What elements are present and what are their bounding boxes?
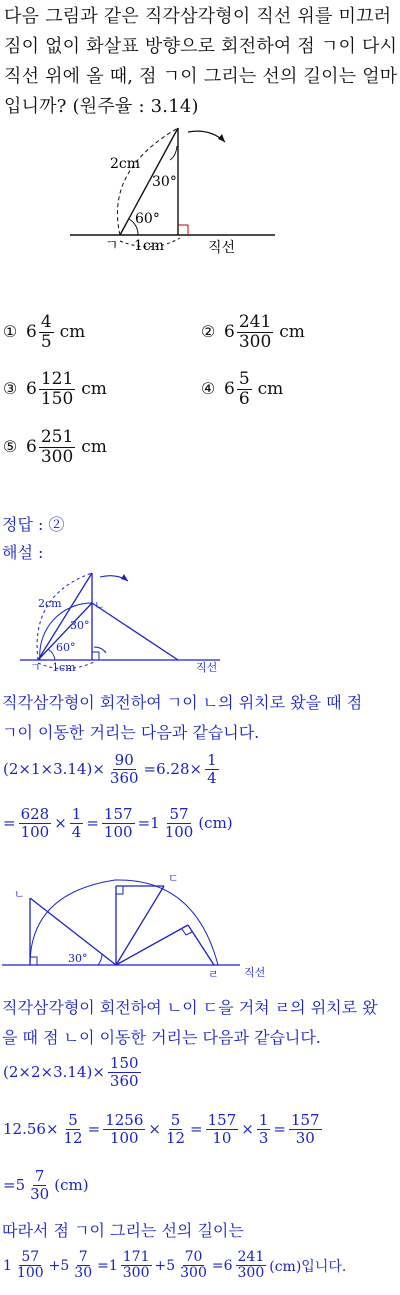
fig1-angle-top: 30° <box>152 174 177 190</box>
fig3-line-label: 직선 <box>244 966 266 979</box>
choice-2-num: ② <box>200 322 216 342</box>
choice-2-frac: $\frac{241}{300}$ <box>238 312 272 352</box>
choice-5[interactable] <box>2 428 107 466</box>
answer-label: 정답 : ② <box>2 515 65 534</box>
choice-1[interactable] <box>2 313 85 351</box>
choice-3[interactable] <box>2 370 107 408</box>
choice-1-unit: cm <box>59 322 86 343</box>
choice-1-num: ① <box>2 322 18 342</box>
fig1-point: ㄱ <box>105 238 119 254</box>
fig3-point-d: ㄹ <box>208 968 219 981</box>
figure-rotation-1 <box>20 565 230 680</box>
equation-2: = $\frac{628}{100}$ × $\frac{1}{4}$ = $\frac{157}{100}$ =1 $\frac{57}{100}$ (cm) <box>3 805 233 841</box>
choice-5-num: ⑤ <box>2 437 18 457</box>
choice-3-num: ③ <box>2 379 18 399</box>
equation-4: 12.56× $\frac{5}{12}$ = $\frac{1256}{100}$ × $\frac{5}{12}$ = $\frac{157}{10}$ × $\frac{1}{3}$ = $\frac{157}{30}$ <box>3 1111 320 1147</box>
equation-6: 1 $\frac{57}{100}$ +5 $\frac{7}{30}$ =1 $\frac{171}{300}$ +5 $\frac{70}{300}$ =6 $\frac{241}{300}$ (cm)입니다. <box>3 1249 347 1282</box>
choice-5-unit: cm <box>81 437 107 458</box>
choice-4-num: ④ <box>200 379 216 399</box>
choice-5-frac: $\frac{251}{300}$ <box>40 427 74 467</box>
question-text: 다음 그림과 같은 직각삼각형이 직선 위를 미끄러짐이 없이 화살표 방향으로 회전하여 점 ㄱ이 다시 직선 위에 올 때, 점 ㄱ이 그리는 선의 길이는 얼마입니까? (원주율 : 3.14) <box>4 6 398 117</box>
fig3-angle: 30° <box>68 952 88 965</box>
fig1-base: 1cm <box>134 238 165 254</box>
choice-2[interactable] <box>200 313 305 351</box>
equation-5: =5 $\frac{7}{30}$ (cm) <box>3 1167 89 1203</box>
fig1-line-label: 직선 <box>208 240 236 255</box>
choice-3-frac: $\frac{121}{150}$ <box>40 369 74 409</box>
choice-5-whole: 6 <box>26 437 37 458</box>
sol2-line2: 을 때 점 ㄴ이 이동한 거리는 다음과 같습니다. <box>2 1028 321 1047</box>
choice-4[interactable] <box>200 370 283 408</box>
fig2-line-label: 직선 <box>196 661 218 674</box>
choice-4-frac: $\frac{5}{6}$ <box>238 369 250 409</box>
choice-2-unit: cm <box>279 322 305 343</box>
equation-1: (2×1×3.14)× $\frac{90}{360}$ =6.28× $\frac{1}{4}$ <box>3 751 217 787</box>
choice-1-frac: $\frac{4}{5}$ <box>40 312 52 352</box>
fig2-angle-bottom: 60° <box>56 641 76 654</box>
fig3-point-b: ㄴ <box>14 888 25 901</box>
sol2-line1: 직각삼각형이 회전하여 ㄴ이 ㄷ을 거쳐 ㄹ의 위치로 왔 <box>2 998 378 1017</box>
fig1-hyp: 2cm <box>110 156 141 172</box>
choice-1-whole: 6 <box>26 322 37 343</box>
explain-label: 해설 : <box>2 543 44 562</box>
figure-rotation-2 <box>0 868 290 983</box>
fig2-point-b: ㄴ <box>94 599 105 612</box>
choice-2-whole: 6 <box>224 322 235 343</box>
sol3-line: 따라서 점 ㄱ이 그리는 선의 길이는 <box>2 1221 244 1240</box>
choice-3-unit: cm <box>81 379 107 400</box>
fig3-point-c: ㄷ <box>168 872 179 885</box>
fig2-point-a: ㄱ <box>30 661 41 674</box>
sol1-line1: 직각삼각형이 회전하여 ㄱ이 ㄴ의 위치로 왔을 때 점 <box>2 693 363 712</box>
fig1-angle-bottom: 60° <box>135 211 160 227</box>
choice-4-unit: cm <box>257 379 284 400</box>
choice-3-whole: 6 <box>26 379 37 400</box>
equation-3: (2×2×3.14)× $\frac{150}{360}$ <box>3 1054 139 1090</box>
fig2-angle-top: 30° <box>70 619 90 632</box>
choice-4-whole: 6 <box>224 379 235 400</box>
figure-triangle <box>60 120 360 255</box>
fig2-hyp: 2cm <box>38 597 62 610</box>
sol1-line2: ㄱ이 이동한 거리는 다음과 같습니다. <box>2 723 260 742</box>
fig2-base: 1cm <box>52 661 76 674</box>
